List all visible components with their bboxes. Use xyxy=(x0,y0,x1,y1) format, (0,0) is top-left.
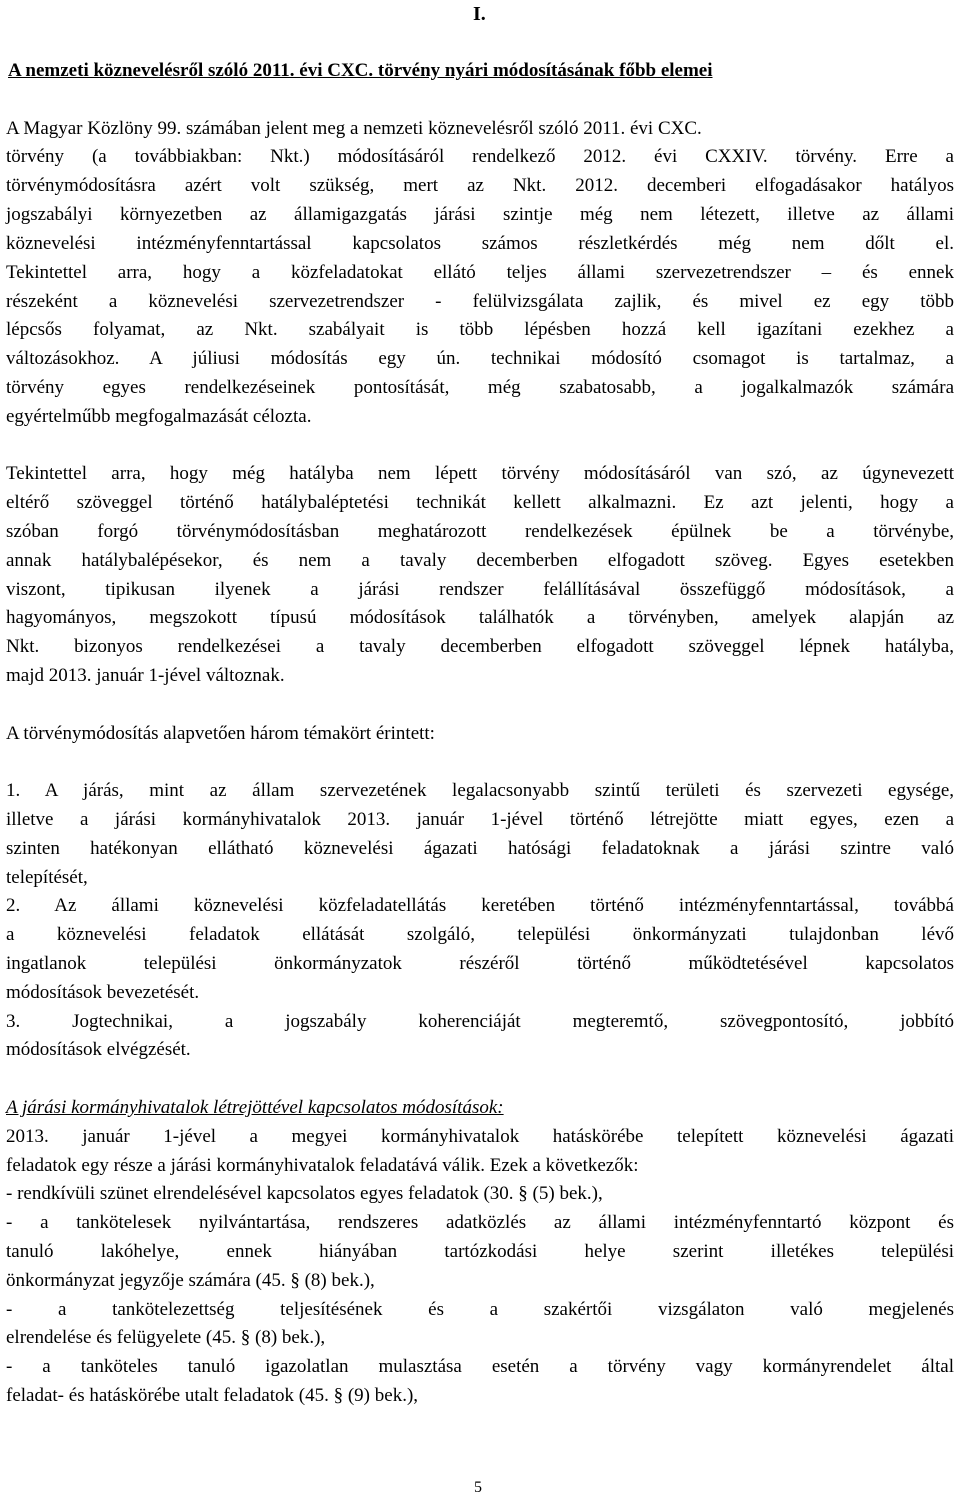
paragraph-4-line: feladatok egy része a járási kormányhivatalok feladatává válik. Ezek a következők: xyxy=(6,1155,639,1176)
topics-intro: A törvénymódosítás alapvetően három témakört érintett: xyxy=(6,723,435,744)
paragraph-1-line: köznevelési intézményfenntartással kapcsolatos számos részletkérdés még nem dőlt el. xyxy=(6,233,954,254)
paragraph-2-line: Nkt. bizonyos rendelkezései a tavaly decemberben elfogadott szöveggel lépnek hatályba, xyxy=(6,636,954,657)
list-item-line: 3. Jogtechnikai, a jogszabály koherenciáját megteremtő, szövegpontosító, jobbító xyxy=(6,1011,954,1032)
paragraph-4-line: önkormányzat jegyzője számára (45. § (8) bek.), xyxy=(6,1270,375,1291)
paragraph-1-line: egyértelműbb megfogalmazását célozta. xyxy=(6,406,312,427)
list-item-line: a köznevelési feladatok ellátását szolgáló, települési önkormányzati tulajdonban lévő xyxy=(6,924,954,945)
list-item-line: 2. Az állami köznevelési közfeladatellátás keretében történő intézményfenntartással, továbbá xyxy=(6,895,954,916)
paragraph-4-line: 2013. január 1-jével a megyei kormányhivatalok hatáskörébe telepített köznevelési ágazati xyxy=(6,1126,954,1147)
paragraph-4-line: - rendkívüli szünet elrendelésével kapcsolatos egyes feladatok (30. § (5) bek.), xyxy=(6,1183,603,1204)
list-item-line: illetve a járási kormányhivatalok 2013. január 1-jével történő létrejötte miatt egyes, ezen a xyxy=(6,809,954,830)
list-item-line: ingatlanok települési önkormányzatok részéről történő működtetésével kapcsolatos xyxy=(6,953,954,974)
paragraph-2-line: Tekintettel arra, hogy még hatályba nem lépett törvény módosításáról van szó, az úgynevezett xyxy=(6,463,954,484)
paragraph-1-line: törvény egyes rendelkezéseinek pontosítását, még szabatosabb, a jogalkalmazók számára xyxy=(6,377,954,398)
paragraph-2-line: annak hatálybalépésekor, és nem a tavaly decemberben elfogadott szöveg. Egyes esetekben xyxy=(6,550,954,571)
paragraph-2-line: hagyományos, megszokott típusú módosítások találhatók a törvényben, amelyek alapján az xyxy=(6,607,954,628)
paragraph-1-line: törvény (a továbbiakban: Nkt.) módosításáról rendelkező 2012. évi CXXIV. törvény. Erre a xyxy=(6,146,954,167)
paragraph-1-line: Tekintettel arra, hogy a közfeladatokat ellátó teljes állami szervezetrendszer – és ennek xyxy=(6,262,954,283)
paragraph-1-line: részeként a köznevelési szervezetrendszer - felülvizsgálata zajlik, és mivel ez egy több xyxy=(6,291,954,312)
subheading: A járási kormányhivatalok létrejöttével kapcsolatos módosítások: xyxy=(6,1097,504,1118)
paragraph-2-line: szóban forgó törvénymódosításban meghatározott rendelkezések épülnek be a törvénybe, xyxy=(6,521,954,542)
paragraph-2-line: eltérő szöveggel történő hatálybaléptetési technikát kellett alkalmazni. Ez azt jelenti, hogy a xyxy=(6,492,954,513)
paragraph-4-line: feladat- és hatáskörébe utalt feladatok (45. § (9) bek.), xyxy=(6,1385,419,1406)
paragraph-4-line: - a tanköteles tanuló igazolatlan mulasztása esetén a törvény vagy kormányrendelet által xyxy=(6,1356,954,1377)
paragraph-2-line: viszont, tipikusan ilyenek a járási rendszer felállításával összefüggő módosítások, a xyxy=(6,579,954,600)
section-number: I. xyxy=(473,3,486,25)
list-item-line: módosítások bevezetését. xyxy=(6,982,200,1003)
list-item-line: telepítését, xyxy=(6,867,88,888)
paragraph-2-line: majd 2013. január 1-jével változnak. xyxy=(6,665,285,686)
paragraph-1-line: jogszabályi környezetben az államigazgatás járási szintje még nem létezett, illetve az állami xyxy=(6,204,954,225)
paragraph-4-line: - a tankötelesek nyilvántartása, rendszeres adatközlés az állami intézményfenntartó központ és xyxy=(6,1212,954,1233)
paragraph-4-line: elrendelése és felügyelete (45. § (8) bek.), xyxy=(6,1327,326,1348)
list-item-line: szinten hatékonyan ellátható köznevelési ágazati hatósági feladatoknak a járási szintre való xyxy=(6,838,954,859)
paragraph-4-line: tanuló lakóhelye, ennek hiányában tartózkodási helye szerint illetékes települési xyxy=(6,1241,954,1262)
list-item-line: módosítások elvégzését. xyxy=(6,1039,191,1060)
page-number: 5 xyxy=(474,1479,482,1496)
paragraph-1-line: A Magyar Közlöny 99. számában jelent meg a nemzeti köznevelésről szóló 2011. évi CXC. xyxy=(6,118,702,139)
document-title: A nemzeti köznevelésről szóló 2011. évi CXC. törvény nyári módosításának főbb elemei xyxy=(8,60,713,81)
paragraph-1-line: lépcsős folyamat, az Nkt. szabályait is több lépésben hozzá kell igazítani ezekhez a xyxy=(6,319,954,340)
paragraph-1-line: változásokhoz. A júliusi módosítás egy ún. technikai módosító csomagot is tartalmaz, a xyxy=(6,348,954,369)
paragraph-4-line: - a tankötelezettség teljesítésének és a szakértői vizsgálaton való megjelenés xyxy=(6,1299,954,1320)
list-item-line: 1. A járás, mint az állam szervezetének legalacsonyabb szintű területi és szervezeti egysége, xyxy=(6,780,954,801)
paragraph-1-line: törvénymódosításra azért volt szükség, mert az Nkt. 2012. decemberi elfogadásakor hatályos xyxy=(6,175,954,196)
